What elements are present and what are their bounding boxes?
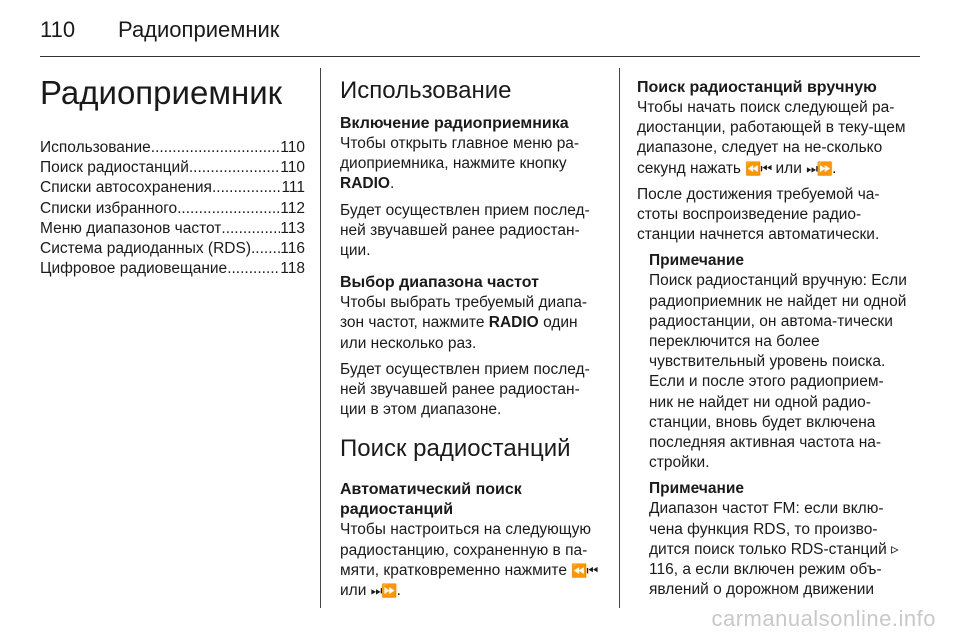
page-reference-link[interactable]: 116 — [649, 561, 674, 579]
toc-leader — [151, 138, 281, 158]
toc-leader — [189, 158, 280, 178]
toc-item[interactable] — [40, 259, 305, 279]
toc-item[interactable] — [40, 158, 305, 178]
reference-arrow-icon: ▹ — [891, 540, 899, 558]
header-rule — [40, 56, 920, 57]
radio-key-label: RADIO — [340, 175, 390, 193]
column-divider-left — [320, 68, 321, 608]
toc-item[interactable] — [40, 219, 305, 239]
toc-item-page: 110 — [280, 139, 305, 156]
page-header — [40, 14, 279, 46]
content-column-middle — [340, 72, 605, 607]
note-text: Диапазон частот FM: если вклю-чена функция RDS, то произво-дится поиск только RDS-станций ▹ 116, а если включен режим объ-явлений о дорожном движении — [649, 500, 899, 599]
toc-item-page: 112 — [280, 199, 305, 217]
section-title-usage: Использование — [340, 77, 512, 104]
toc-column — [40, 72, 305, 279]
note-text: Поиск радиостанций вручную: Если радиоприемник не найдет ни одной радиостанции, он автома-тически переключится на более чувствительный уровень поиска. Если и после этого радиоприем-ник не найдет ни одной радио-станции, вновь будет включена последняя активная частота на-стройки. — [649, 272, 907, 472]
toc-leader — [221, 219, 280, 239]
seek-back-icon: ⏪⏮ — [571, 562, 598, 578]
paragraph: Чтобы открыть главное меню ра-диоприемника, нажмите кнопку RADIO. — [340, 135, 580, 193]
note-box — [649, 251, 907, 600]
toc-item[interactable] — [40, 239, 305, 259]
toc-item-label: Цифровое радиовещание — [40, 260, 228, 278]
toc-leader — [227, 259, 280, 279]
note-title: Примечание — [649, 252, 744, 270]
toc-leader — [251, 239, 280, 259]
toc-item[interactable] — [40, 178, 305, 198]
toc-item-label: Система радиоданных (RDS) — [40, 240, 251, 258]
seek-back-icon: ⏪⏮ — [745, 160, 772, 176]
page-number: 110 — [40, 17, 76, 42]
paragraph: Чтобы начать поиск следующей ра-диостанции, работающей в теку-щем диапазоне, следует на не-сколько секунд нажать ⏪⏮ или ⏭⏩. — [637, 99, 906, 177]
toc-item-page: 111 — [281, 179, 305, 197]
toc-item-label: Списки избранного — [40, 199, 178, 217]
seek-forward-icon: ⏭⏩ — [806, 160, 833, 176]
chapter-title: Радиоприемник — [40, 74, 283, 111]
paragraph: Будет осуществлен прием послед-ней звучавшей ранее радиостан-ции. — [340, 201, 590, 260]
note-title: Примечание — [649, 480, 744, 498]
subsection-title-auto-search: Автоматический поиск радиостанций — [340, 481, 522, 519]
column-divider-right — [619, 68, 620, 608]
toc-leader — [212, 178, 281, 198]
subsection-title-band: Выбор диапазона частот — [340, 274, 539, 292]
toc-leader — [177, 199, 280, 219]
content-column-right — [637, 72, 907, 606]
toc-item-page: 118 — [280, 260, 305, 278]
paragraph: Чтобы настроиться на следующую радиостанцию, сохраненную в па-мяти, кратковременно нажмите ⏪⏮ или ⏭⏩. — [340, 521, 598, 600]
toc-item-label: Списки автосохранения — [40, 179, 212, 197]
radio-key-label: RADIO — [488, 314, 539, 332]
section-title-search: Поиск радиостанций — [340, 435, 571, 463]
toc-item[interactable] — [40, 199, 305, 219]
watermark-text: carmanualsonline.info — [711, 606, 936, 631]
header-title: Радиоприемник — [118, 17, 280, 42]
toc-item-page: 110 — [280, 159, 305, 177]
seek-forward-icon: ⏭⏩ — [370, 583, 397, 599]
subsection-title-power-on: Включение радиоприемника — [340, 115, 569, 132]
paragraph: После достижения требуемой ча-стоты воспроизведение радио-станции начнется автоматически. — [637, 185, 880, 244]
toc-item[interactable] — [40, 138, 305, 158]
toc-list — [40, 138, 305, 279]
toc-item-label: Использование — [40, 139, 151, 156]
paragraph: Чтобы выбрать требуемый диапа-зон частот, нажмите RADIO один или несколько раз. — [340, 294, 587, 352]
toc-item-page: 113 — [280, 219, 305, 237]
toc-item-label: Поиск радиостанций — [40, 159, 189, 177]
toc-item-label: Меню диапазонов частот — [40, 219, 222, 237]
paragraph: Будет осуществлен прием послед-ней звучавшей ранее радиостан-ции в этом диапазоне. — [340, 360, 590, 419]
toc-item-page: 116 — [280, 240, 305, 258]
subsection-title-manual-search: Поиск радиостанций вручную — [637, 79, 877, 96]
